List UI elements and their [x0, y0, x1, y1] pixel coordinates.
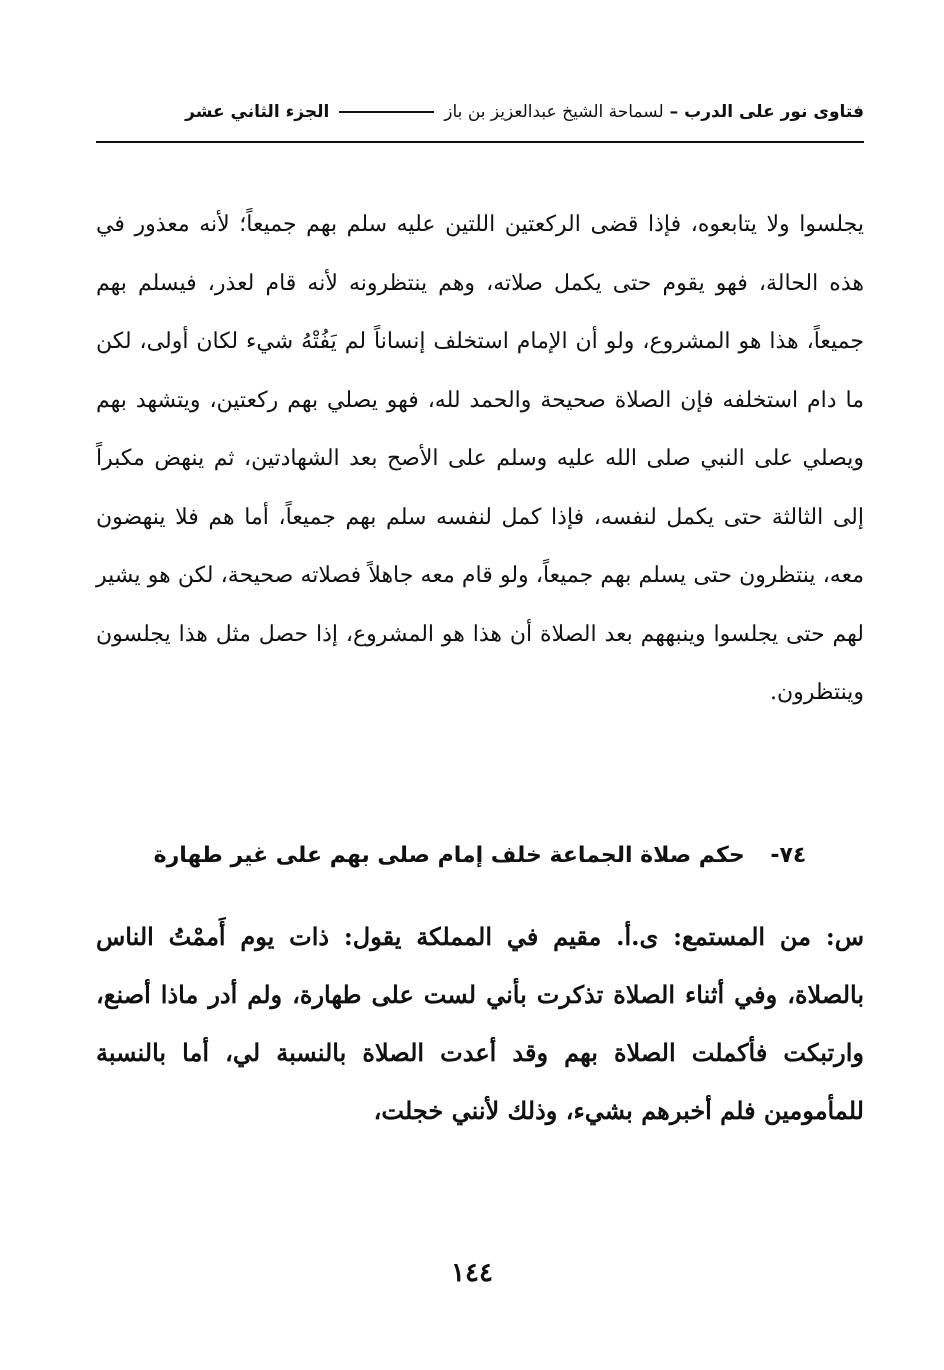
header-dash — [339, 111, 434, 113]
body-paragraph-1: يجلسوا ولا يتابعوه، فإذا قضى الركعتين اللتين عليه سلم بهم جميعاً؛ لأنه معذور في هذه الحالة، فهو يقوم حتى يكمل صلاته، وهم ينتظرونه لأنه قام لعذر، فيسلم بهم جميعاً، هذا هو المشروع، ولو أن الإمام استخلف إنساناً لم يَفُتْهُ شيء لكان أولى، لكن ما دام استخلفه فإن الصلاة صحيحة والحمد لله، فهو يصلي بهم ركعتين، ويتشهد بهم ويصلي على النبي صلى الله عليه وسلم على الأصح بعد الشهادتين، ثم ينهض مكبراً إلى الثالثة حتى يكمل لنفسه، فإذا كمل لنفسه سلم بهم جميعاً، أما هم فلا ينهضون معه، ينتظرون حتى يسلم بهم جميعاً، ولو قام معه جاهلاً فصلاته صحيحة، لكن هو يشير لهم حتى يجلسوا وينبههم بعد الصلاة أن هذا هو المشروع، إذا حصل مثل هذا يجلسون وينتظرون. — [96, 212, 864, 705]
author-name: لسماحة الشيخ عبدالعزيز بن باز — [444, 102, 664, 122]
section-title: حكم صلاة الجماعة خلف إمام صلى بهم على غير طهارة — [153, 843, 745, 868]
section-heading — [96, 826, 864, 886]
volume-part: الجزء الثاني عشر — [185, 102, 330, 122]
header-separator: – — [669, 102, 679, 122]
body-paragraph-2: س: من المستمع: ى.أ. مقيم في المملكة يقول: ذات يوم أَممْتُ الناس بالصلاة، وفي أثناء الصلاة تذكرت بأني لست على طهارة، ولم أدر ماذا أصنع، وارتبكت فأكملت الصلاة بهم وقد أعدت الصلاة بالنسبة لي، أما بالنسبة للمأمومين فلم أخبرهم بشيء، وذلك لأنني خجلت، — [96, 922, 864, 1125]
section-number: ٧٤- — [770, 843, 807, 868]
running-header — [96, 86, 864, 138]
book-title: فتاوى نور على الدرب — [684, 102, 864, 122]
header-rule — [96, 141, 864, 143]
page-number: ١٤٤ — [451, 1258, 493, 1288]
